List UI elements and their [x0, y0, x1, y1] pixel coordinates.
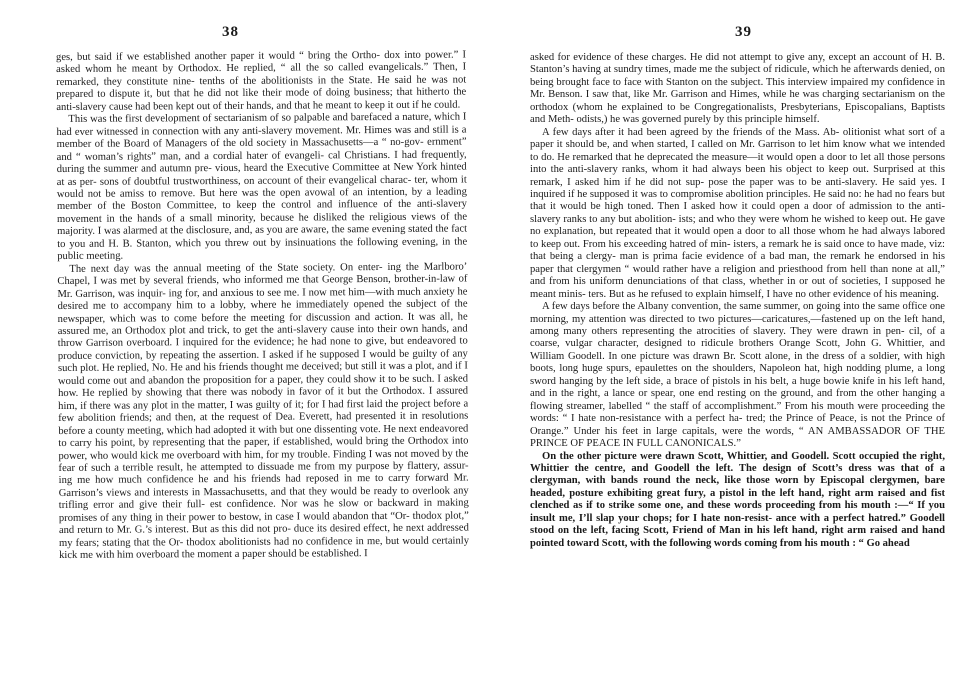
text-column	[56, 49, 469, 562]
text-column	[530, 52, 945, 550]
paragraph: asked for evidence of these charges. He did not attempt to give any, except an account of H. B. Stanton’s having at sundry times, made me the subject of ridicule, which he afterwards denied, on being brought face to face with Stanton on the subject. This interview impaired my confidence in Mr. Benson. I saw that, like Mr. Garrison and Himes, while he was charging sectarianism on the orthodox (whom he explained to be Congregationalists, Presbyterians, Episcopalians, Baptists and Meth- odists,) he was governed purely by this principle himself.	[530, 52, 945, 126]
paragraph: The next day was the annual meeting of the State society. On enter- ing the Marlboro’ Chapel, I was met by several friends, who informed me that George Benson, brother-in-law of Mr. Garrison, was inquir- ing for, and anxious to see me. I now met him—with much anxiety he desired me to accompany him to a lobby, where he immediately opened the subject of the newspaper, which was to come before the meeting for discussion and action. It was all, he assured me, an Orthodox plot and trick, to get the anti-slavery cause into their own hands, and throw Garrison overboard. I inquired for the evidence; he had none to give, but endeavored to produce conviction, by repeating the assertion. I asked if he supposed I would be guilty of any such plot. He replied, No. He and his friends thought me deceived; but still it was a plot, and if I would come out and abandon the proposition for a paper, they could show it to be such. I asked how. He replied by showing that there was nobody in favor of it but the Orthodox. I assured him, if there was any plot in the matter, I was guilty of it; for I had first laid the project before a few abolition friends; and then, at the request of Dea. Everett, had presented it in resolutions before a county meeting, which had adopted it with but one dissenting vote. He next endeavored to carry his point, by representing that the paper, if established, would bring the Orthodox into power, who would kick me overboard with him, for my trouble. Finding I was not moved by the fear of such a terrible result, he attempted to dissuade me from my purpose by flattery, assur- ing me how much confidence he and his friends had reposed in me to carry forward Mr. Garrison’s views and interests in Massachusetts, and that they would be ready to overlook any trifling error and give their full- est confidence. Nor was he slow or backward in making promises of any thing in their power to bestow, in case I would abandon that “Or- thodox plot,” and return to Mr. G.’s interest. But as this did not pro- duce its desired effect, he next addressed my fears; stating that the Or- thodox abolitionists had no confidence in me, but would certainly kick me with him overboard the moment a paper should be established. I	[57, 261, 470, 562]
right-page	[490, 0, 980, 696]
paragraph: A few days before the Albany convention, the same summer, on going into the same office one morning, my attention was directed to two pictures—caricatures,—fastened up on the left hand, among many others representing the atrocities of slavery. They were drawn in pen- cil, of a coarse, vulgar character, designed to ridicule brothers Orange Scott, John G. Whittier, and William Goodell. In one picture was drawn Br. Scott alone, in the dress of a soldier, with high boots, long huge spurs, epaulettes on the shoulders, Napoleon hat, high nodding plume, a long sword hanging by the left side, a brace of pistols in his belt, a huge bowie knife in his left hand, and in the right, a lance or spear, one end resting on the ground, and from the other hanging a flowing streamer, labelled “ the staff of accomplishment.” From his mouth were proceeding the words: “ I hate non-resistance with a perfect ha- tred; the Prince of Peace, is not the Prince of Orange.” Under his feet in large capitals, were the words, “ AN AMBASSADOR OF THE PRINCE OF PEACE IN FULL CANONICALS.”	[530, 301, 945, 450]
paragraph: On the other picture were drawn Scott, Whittier, and Goodell. Scott occupied the right, Whittier the centre, and Goodell the left. The design of Scott’s dress was that of a clergyman, with bands round the neck, like those worn by Episcopal clergymen, bare headed, posture exhibiting great fury, a pistol in the left hand, right arm raised and fist clenched as if to strike some one, and these words proceeding from his mouth :—“ If you insult me, I’ll slap your chops; for I hate non-resist- ance with a perfect hatred.” Goodell stood on the left, facing Scott, Friend of Man in his left hand, right arm raised and hand pointed toward Scott, with the following words coming from his mouth : “ Go ahead	[530, 450, 945, 549]
paragraph: A few days after it had been agreed by the friends of the Mass. Ab- olitionist what sort of a paper it should be, and when started, I called on Mr. Garrison to let him know what we intended to do. He remarked that he deprecated the measure—it would open a door to let all those persons into the anti-slavery ranks, whom it had always been his object to keep out. Surprised at this remark, I asked him if he did not sup- pose the paper was to be anti-slavery. He said yes. I inquired if he supposed it was to compromise abolition principles. He said no: he had no fears but that it would be high toned. Then I asked how it could open a door of admission to the anti-slavery ranks to any but abolition- ists; and who they were whom he wished to keep out. He gave no explanation, but repeated that it would open a door to all those whom he had always labored to keep out. From his exceeding hatred of min- isters, a remark he is said once to have made, viz: that being a clergy- man is prima facie evidence of a bad man, the remark he endorsed in his paper that clergymen “ would rather have a religion and priesthood from hell than none at all,” and from his uniform denunciations of that class, whether in or out of societies, I supposed he meant minis- ters. But as he refused to explain himself, I have no other evidence of his meaning.	[530, 126, 945, 300]
page-number: 39	[735, 24, 752, 40]
page-number: 38	[222, 24, 239, 40]
paragraph: ges, but said if we established another paper it would “ bring the Ortho- dox into power.” I asked whom he meant by Orthodox. He replied, “ all the so called evangelicals.” Then, I remarked, they constitute nine- tenths of the abolitionists in the State. He said he was not prepared to dispute it, but that he did not like their mode of doing business; that hitherto the anti-slavery cause had been kept out of their hands, and that he meant to keep it out if he could.	[56, 49, 467, 113]
paragraph: This was the first development of sectarianism of so palpable and barefaced a nature, which I had ever witnessed in connection with any anti-slavery movement. Mr. Himes was and still is a member of the Board of Managers of the old society in Massachusetts—a “ no-gov- ernment” and “ woman’s rights” man, and a cordial hater of evangeli- cal Christians. I had frequently, during the summer and autumn pre- vious, heard the Executive Committee at New York hinted at as per- sons of doubtful trustworthiness, on account of their evangelical charac- ter, whom it would not be amiss to remove. But here was the open avowal of an intention, by a leading member of the Boston Committee, to keep the control and influence of the anti-slavery movement in the hands of a small minority, because he disliked the religious views of the majority. I was alarmed at the disclosure, and, as you are aware, the same evening stated the fact to you and H. B. Stanton, which you threw out by insinuations the following evening, in the public meeting.	[56, 111, 468, 263]
